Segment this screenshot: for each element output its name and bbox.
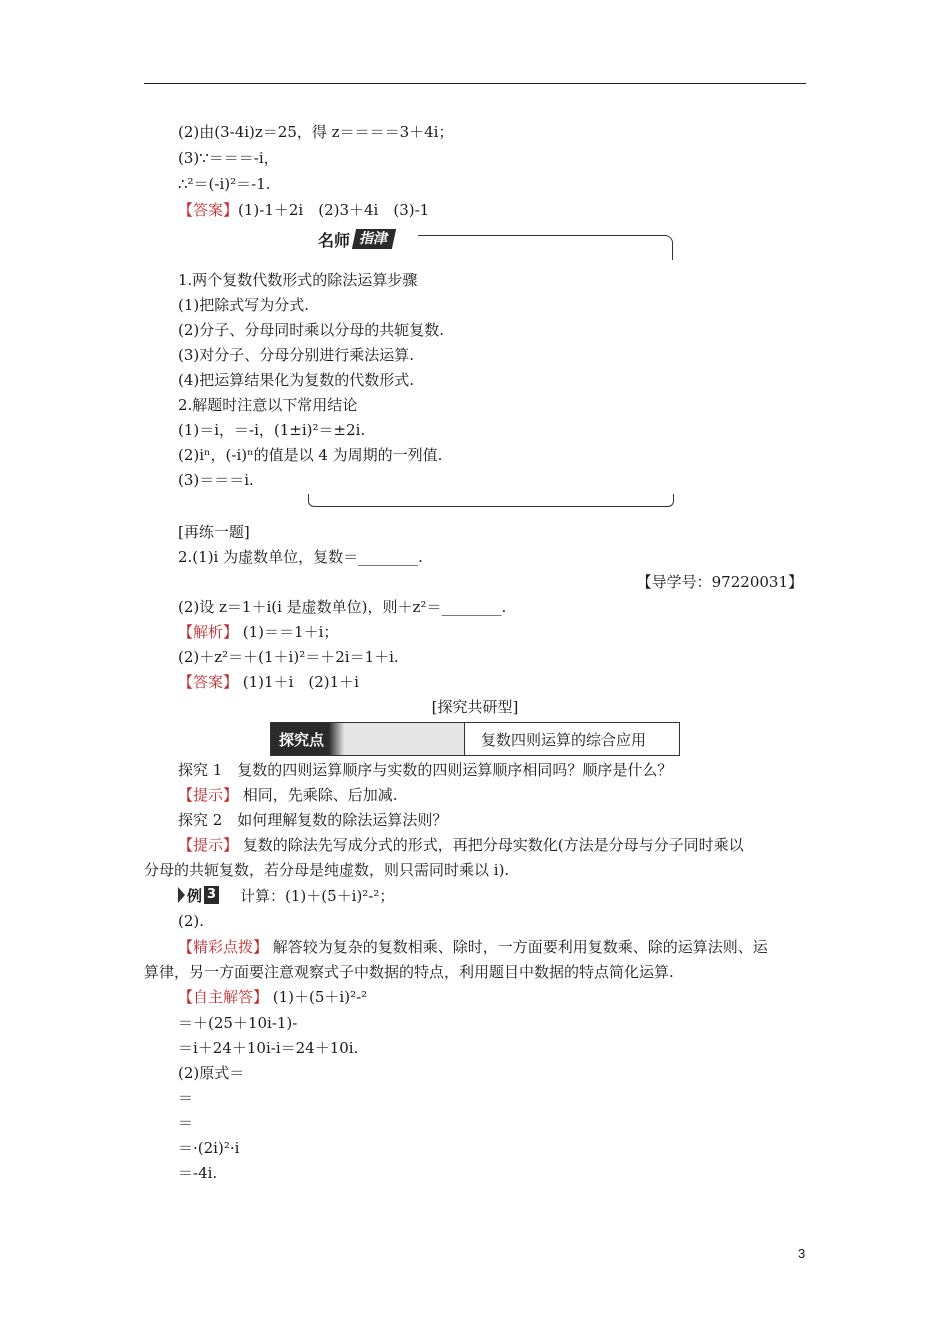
- key-point-tag: 【精彩点拨】: [178, 938, 269, 956]
- text-line: ＝＋(25＋10i-1)-: [178, 1014, 298, 1032]
- example-label: 例: [187, 886, 203, 905]
- text-line: ＝-4i.: [178, 1164, 218, 1182]
- header-rule: [144, 83, 806, 84]
- example-number: 3: [204, 886, 219, 904]
- tip-line: 1.两个复数代数形式的除法运算步骤: [178, 271, 418, 289]
- tip-box-bottom-border: [308, 494, 674, 507]
- page-number: 3: [798, 1246, 806, 1261]
- tip-line: (2)分子、分母同时乘以分母的共轭复数.: [178, 321, 445, 339]
- solution-line: [178, 987, 367, 1007]
- hint-text: 复数的除法先写成分式的形式，再把分母实数化(方法是分母与分子同时乘以: [238, 836, 744, 854]
- answer-line: [178, 672, 359, 692]
- question-line: 2.(1)i 为虚数单位，复数＝________.: [178, 548, 423, 566]
- hint-text: 相同，先乘除、后加减.: [238, 786, 398, 804]
- hint-line: [178, 835, 744, 855]
- text-line: ＝i＋24＋10i-i＝24＋10i.: [178, 1039, 359, 1057]
- practice-heading: [再练一题]: [178, 523, 250, 541]
- tip-line: (4)把运算结果化为复数的代数形式.: [178, 371, 415, 389]
- tip-line: (2)iⁿ，(-i)ⁿ的值是以 4 为周期的一列值.: [178, 446, 443, 464]
- text-line: (2)由(3-4i)z＝25，得 z＝＝＝＝3＋4i；: [178, 123, 454, 141]
- explore-label: 探究点: [279, 731, 325, 749]
- text-line: ＝: [178, 1114, 194, 1132]
- text-line: ＝·(2i)²·i: [178, 1139, 240, 1157]
- text-line: (2)原式＝: [178, 1064, 245, 1082]
- example-badge: [178, 884, 219, 906]
- example-text: 计算：(1)＋(5＋i)²-²；: [240, 887, 395, 905]
- question-line: (2)设 z＝1＋i(i 是虚数单位)，则＋z²＝________.: [178, 598, 507, 616]
- answer-tag: 【答案】: [178, 673, 239, 691]
- hint-tag: 【提示】: [178, 786, 239, 804]
- tip-title-part-a: 名师: [318, 230, 351, 250]
- tip-line: 2.解题时注意以下常用结论: [178, 396, 358, 414]
- answer-line: [178, 200, 429, 220]
- text-line: 分母的共轭复数，若分母是纯虚数，则只需同时乘以 i).: [144, 861, 510, 879]
- tip-line: (1)把除式写为分式.: [178, 296, 310, 314]
- explore-question: 探究 2 如何理解复数的除法运算法则？: [178, 811, 448, 829]
- explore-label-box: [271, 723, 465, 755]
- guide-number: 【导学号：97220031】: [636, 573, 803, 591]
- arrow-icon: [178, 887, 185, 903]
- text-line: 算律，另一方面要注意观察式子中数据的特点，利用题目中数据的特点简化运算.: [144, 963, 674, 981]
- text-line: ∴²＝(-i)²＝-1.: [178, 175, 271, 193]
- section-heading: [探究共研型]: [431, 698, 519, 716]
- analysis-line: [178, 622, 338, 642]
- analysis-tag: 【解析】: [178, 623, 239, 641]
- hint-line: [178, 785, 398, 805]
- hint-tag: 【提示】: [178, 836, 239, 854]
- tip-box-top-border: [418, 235, 673, 260]
- answer-tag: 【答案】: [178, 201, 239, 219]
- tip-box-title: [318, 226, 394, 252]
- text-line: (2)＋z²＝＋(1＋i)²＝＋2i＝1＋i.: [178, 648, 399, 666]
- explore-banner: [270, 722, 680, 756]
- explore-question: 探究 1 复数的四则运算顺序与实数的四则运算顺序相同吗？顺序是什么？: [178, 761, 673, 779]
- answer-text: (1)1＋i (2)1＋i: [238, 673, 359, 691]
- tip-line: (1)＝i，＝-i，(1±i)²＝±2i.: [178, 421, 366, 439]
- text-line: ＝: [178, 1089, 194, 1107]
- explore-title: 复数四则运算的综合应用: [481, 730, 647, 749]
- tip-line: (3)＝＝＝i.: [178, 471, 254, 489]
- solution-tag: 【自主解答】: [178, 988, 269, 1006]
- solution-text: (1)＋(5＋i)²-²: [268, 988, 368, 1006]
- text-line: (3)∵＝＝＝-i，: [178, 149, 279, 167]
- key-point-text: 解答较为复杂的复数相乘、除时，一方面要利用复数乘、除的运算法则、运: [268, 938, 768, 956]
- text-line: (2).: [178, 912, 205, 930]
- tip-title-part-b: 指津: [352, 229, 396, 249]
- analysis-text: (1)＝＝1＋i；: [238, 623, 339, 641]
- tip-line: (3)对分子、分母分别进行乘法运算.: [178, 346, 415, 364]
- answer-text: (1)-1＋2i (2)3＋4i (3)-1: [238, 201, 430, 219]
- key-point-line: [178, 937, 768, 957]
